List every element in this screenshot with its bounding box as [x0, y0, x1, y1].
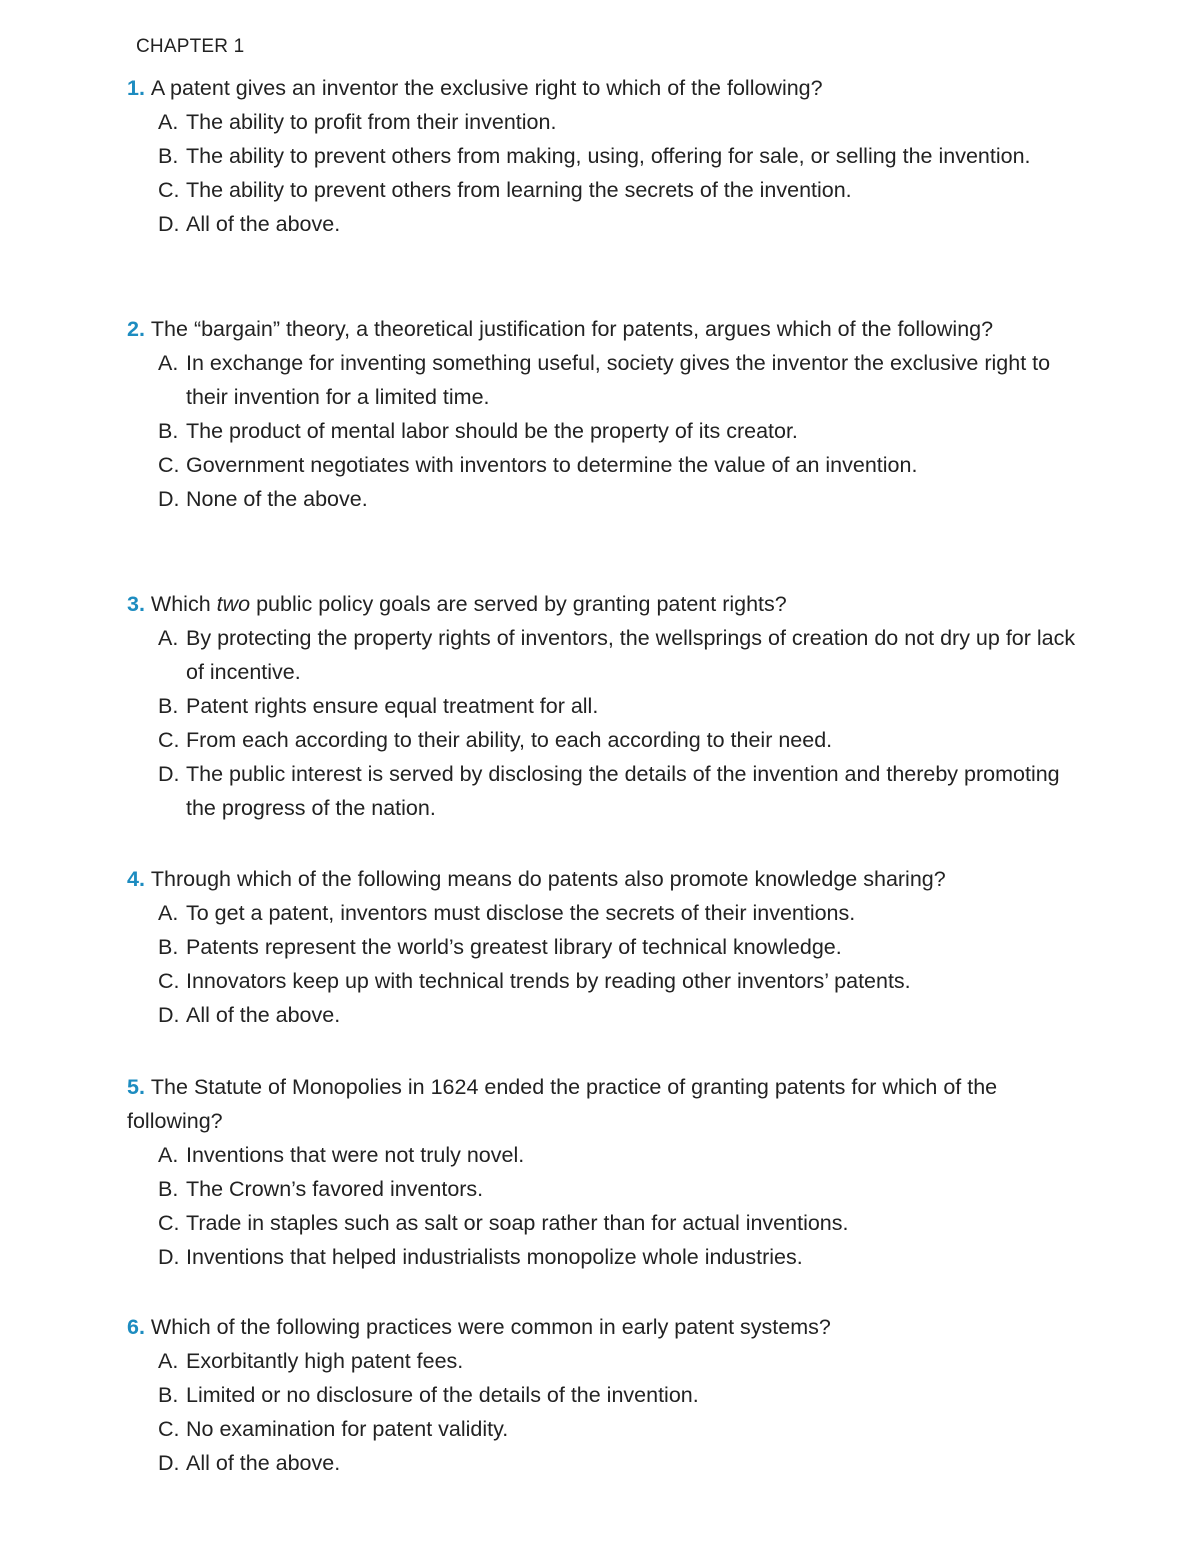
option-text: All of the above.	[186, 1451, 341, 1475]
option-text: Innovators keep up with technical trends by reading other inventors’ patents.	[186, 969, 911, 993]
question-2	[127, 312, 1077, 516]
option-c	[127, 173, 1077, 207]
option-text: Exorbitantly high patent fees.	[186, 1349, 464, 1373]
option-text: The ability to prevent others from making, using, offering for sale, or selling the invention.	[186, 144, 1031, 168]
option-letter: C.	[158, 969, 180, 993]
option-text: No examination for patent validity.	[186, 1417, 509, 1441]
option-text: The ability to prevent others from learning the secrets of the invention.	[186, 178, 852, 202]
option-text: Patents represent the world’s greatest library of technical knowledge.	[186, 935, 842, 959]
option-letter: A.	[158, 351, 179, 375]
option-letter: D.	[158, 762, 180, 786]
option-d	[127, 1446, 1077, 1480]
answer-options	[127, 1344, 1077, 1480]
option-text: The public interest is served by disclosing the details of the invention and thereby promoting the progress of the nation.	[186, 762, 1060, 820]
option-letter: D.	[158, 1003, 180, 1027]
option-b	[127, 414, 1077, 448]
question-number: 5	[127, 1075, 139, 1099]
option-d	[127, 207, 1077, 241]
option-text: The product of mental labor should be the property of its creator.	[186, 419, 798, 443]
option-letter: A.	[158, 1349, 179, 1373]
option-letter: C.	[158, 178, 180, 202]
option-text: Inventions that helped industrialists monopolize whole industries.	[186, 1245, 803, 1269]
question-text: 5. The Statute of Monopolies in 1624 ended the practice of granting patents for which of the following?	[127, 1075, 998, 1133]
option-a	[127, 1344, 1077, 1378]
answer-options	[127, 896, 1077, 1032]
option-c	[127, 448, 1077, 482]
option-text: From each according to their ability, to each according to their need.	[186, 728, 833, 752]
option-b	[127, 1172, 1077, 1206]
option-letter: C.	[158, 453, 180, 477]
question-number: 1	[127, 76, 139, 100]
question-number: 4	[127, 867, 139, 891]
option-c	[127, 1206, 1077, 1240]
option-b	[127, 1378, 1077, 1412]
question-number: 6	[127, 1315, 139, 1339]
option-letter: D.	[158, 1245, 180, 1269]
answer-options	[127, 1138, 1077, 1274]
question-text: 2. The “bargain” theory, a theoretical justification for patents, argues which of the following?	[127, 317, 994, 341]
option-letter: B.	[158, 694, 179, 718]
question-text-part: Which of the following practices were common in early patent systems?	[150, 1315, 831, 1339]
option-a	[127, 621, 1077, 689]
option-letter: C.	[158, 728, 180, 752]
question-4	[127, 862, 1077, 1032]
answer-options	[127, 105, 1077, 241]
option-a	[127, 105, 1077, 139]
question-5	[127, 1070, 1077, 1274]
option-c	[127, 723, 1077, 757]
option-letter: B.	[158, 1383, 179, 1407]
option-d	[127, 998, 1077, 1032]
option-letter: A.	[158, 110, 179, 134]
option-text: All of the above.	[186, 1003, 341, 1027]
option-a	[127, 1138, 1077, 1172]
option-letter: A.	[158, 626, 179, 650]
answer-options	[127, 346, 1077, 516]
option-d	[127, 757, 1077, 825]
question-number: 2	[127, 317, 139, 341]
option-letter: B.	[158, 935, 179, 959]
answer-options	[127, 621, 1077, 825]
question-text: 1. A patent gives an inventor the exclusive right to which of the following?	[127, 76, 823, 100]
question-1	[127, 71, 1077, 241]
question-text-part: Through which of the following means do patents also promote knowledge sharing?	[150, 867, 946, 891]
option-letter: B.	[158, 144, 179, 168]
question-text-emphasis: two	[216, 592, 251, 616]
chapter-heading: CHAPTER 1	[136, 36, 245, 57]
question-text-part: The “bargain” theory, a theoretical justification for patents, argues which of the following?	[150, 317, 994, 341]
option-a	[127, 346, 1077, 414]
option-d	[127, 482, 1077, 516]
option-letter: D.	[158, 212, 180, 236]
option-c	[127, 1412, 1077, 1446]
option-text: Patent rights ensure equal treatment for all.	[186, 694, 599, 718]
option-letter: D.	[158, 1451, 180, 1475]
option-letter: C.	[158, 1211, 180, 1235]
option-c	[127, 964, 1077, 998]
option-d	[127, 1240, 1077, 1274]
option-letter: C.	[158, 1417, 180, 1441]
question-text-part: A patent gives an inventor the exclusive right to which of the following?	[150, 76, 823, 100]
option-b	[127, 930, 1077, 964]
option-text: The Crown’s favored inventors.	[186, 1177, 484, 1201]
option-letter: B.	[158, 1177, 179, 1201]
question-text-part: Which	[150, 592, 217, 616]
question-text: 3. Which two public policy goals are served by granting patent rights?	[127, 592, 787, 616]
option-text: By protecting the property rights of inventors, the wellsprings of creation do not dry up for lack of incentive.	[186, 626, 1076, 684]
question-text-part: The Statute of Monopolies in 1624 ended the practice of granting patents for which of the following?	[127, 1075, 998, 1133]
option-letter: B.	[158, 419, 179, 443]
question-3	[127, 587, 1077, 825]
option-text: In exchange for inventing something useful, society gives the inventor the exclusive right to their invention for a limited time.	[186, 351, 1051, 409]
option-text: To get a patent, inventors must disclose the secrets of their inventions.	[186, 901, 856, 925]
option-letter: A.	[158, 901, 179, 925]
option-text: All of the above.	[186, 212, 341, 236]
option-text: Limited or no disclosure of the details of the invention.	[186, 1383, 699, 1407]
option-text: Trade in staples such as salt or soap rather than for actual inventions.	[186, 1211, 849, 1235]
option-letter: A.	[158, 1143, 179, 1167]
option-text: Government negotiates with inventors to determine the value of an invention.	[186, 453, 918, 477]
option-b	[127, 139, 1077, 173]
question-text: 6. Which of the following practices were common in early patent systems?	[127, 1315, 831, 1339]
question-6	[127, 1310, 1077, 1480]
option-text: None of the above.	[186, 487, 368, 511]
option-letter: D.	[158, 487, 180, 511]
question-number: 3	[127, 592, 139, 616]
option-text: The ability to profit from their invention.	[186, 110, 557, 134]
option-a	[127, 896, 1077, 930]
question-text: 4. Through which of the following means do patents also promote knowledge sharing?	[127, 867, 946, 891]
option-b	[127, 689, 1077, 723]
question-text-part: public policy goals are served by granting patent rights?	[250, 592, 787, 616]
option-text: Inventions that were not truly novel.	[186, 1143, 525, 1167]
